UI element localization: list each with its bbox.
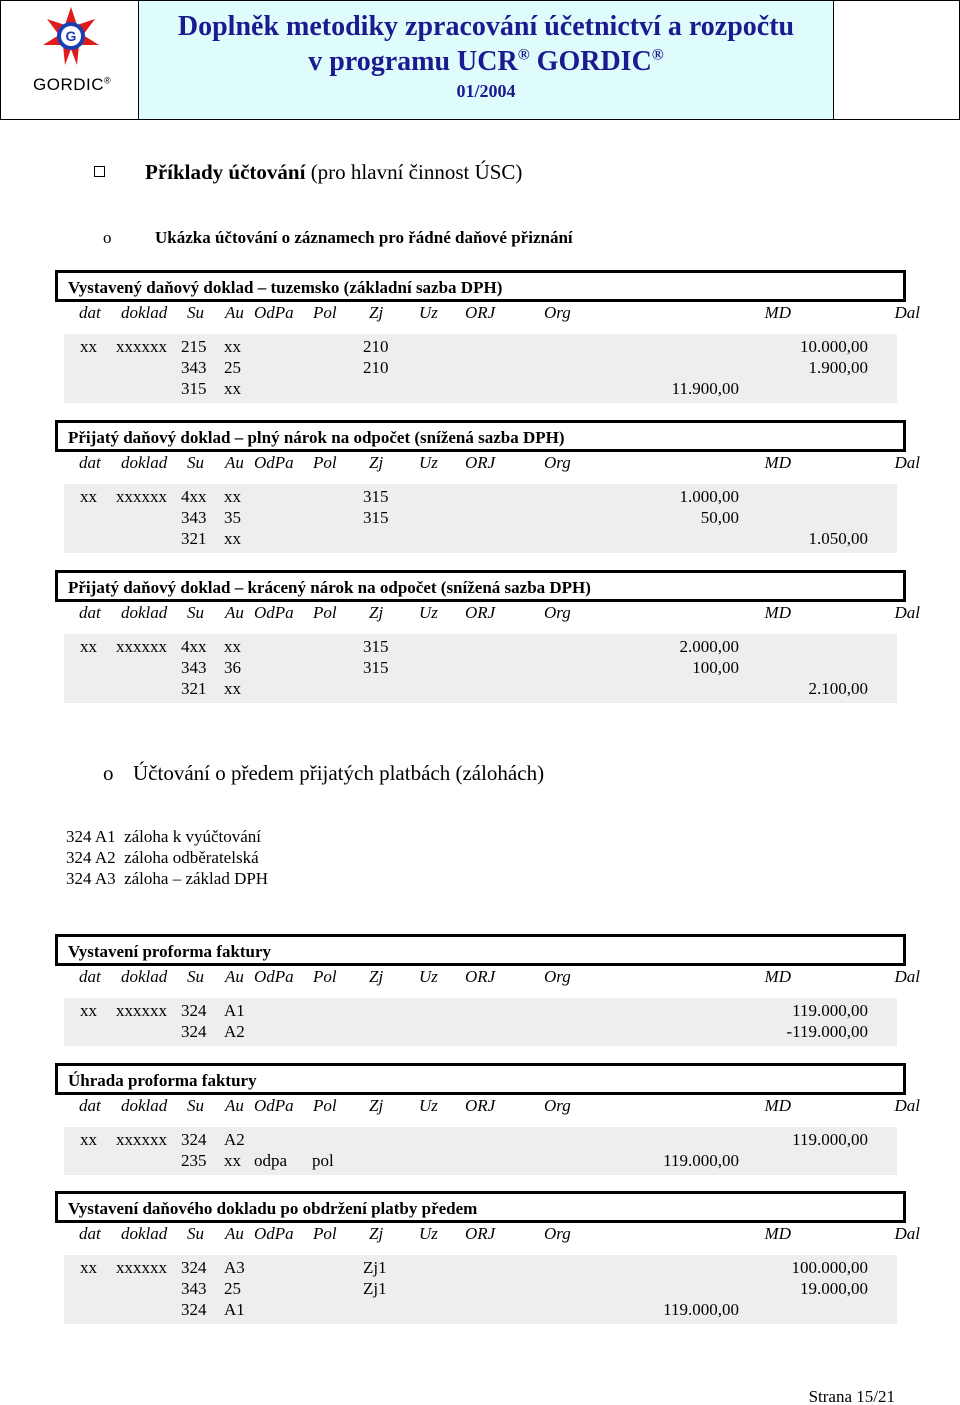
column-header: Su: [187, 1224, 204, 1243]
column-header: Org: [544, 453, 571, 472]
cell-su: 324: [181, 1258, 207, 1277]
page-number: Strana 15/21: [808, 1387, 895, 1405]
block-title: Vystavený daňový doklad – tuzemsko (základní sazba DPH): [55, 270, 906, 302]
cell-su: 4xx: [181, 487, 207, 506]
column-header: doklad: [121, 1096, 168, 1115]
column-header: Zj: [369, 1224, 384, 1243]
cell-dal: 2.100,00: [808, 679, 868, 698]
cell-su: 215: [181, 337, 207, 356]
block-title: Úhrada proforma faktury: [55, 1063, 906, 1095]
column-header: Su: [187, 1096, 204, 1115]
column-header: OdPa: [254, 1224, 294, 1243]
cell-dal: 119.000,00: [792, 1130, 868, 1149]
column-header: Su: [187, 453, 204, 472]
column-header: dat: [79, 303, 101, 322]
cell-su: 343: [181, 508, 207, 527]
column-header: Org: [544, 603, 571, 622]
cell-pol: pol: [312, 1151, 334, 1170]
column-header: MD: [764, 1096, 791, 1115]
column-header: OdPa: [254, 1096, 294, 1115]
column-header: MD: [764, 603, 791, 622]
cell-au: 25: [224, 1279, 241, 1298]
table-row: [64, 1300, 897, 1321]
table-row: [64, 358, 897, 379]
data-table: [64, 1255, 897, 1324]
document-version: 01/2004: [456, 81, 516, 101]
column-header: Dal: [894, 1224, 920, 1243]
column-header: MD: [764, 303, 791, 322]
column-header-row: [55, 603, 920, 625]
cell-md: 2.000,00: [679, 637, 739, 656]
cell-su: 324: [181, 1001, 207, 1020]
table-row: [64, 637, 897, 658]
data-table: [64, 998, 897, 1046]
cell-au: xx: [224, 337, 241, 356]
column-header: Org: [544, 303, 571, 322]
column-header: ORJ: [465, 603, 496, 622]
cell-md: 100,00: [692, 658, 739, 677]
header-empty-cell: [833, 1, 959, 119]
column-header: Org: [544, 967, 571, 986]
logo-letter: G: [65, 28, 77, 44]
bullet: o: [103, 761, 114, 785]
cell-doklad: xxxxxx: [116, 1258, 167, 1277]
column-header: OdPa: [254, 453, 294, 472]
cell-su: 343: [181, 1279, 207, 1298]
cell-zj: 210: [363, 337, 389, 356]
cell-dat: xx: [80, 637, 97, 656]
cell-md: 119.000,00: [663, 1300, 739, 1319]
cell-md: 50,00: [700, 508, 739, 527]
column-header: doklad: [121, 967, 168, 986]
column-header: Dal: [894, 967, 920, 986]
cell-su: 321: [181, 529, 207, 548]
list-item: 324 A3 záloha – základ DPH: [66, 869, 269, 888]
table-row: [64, 1001, 897, 1022]
column-header: ORJ: [465, 453, 496, 472]
column-header: Uz: [419, 1096, 438, 1115]
cell-odpa: odpa: [254, 1151, 288, 1170]
cell-md: 11.900,00: [671, 379, 739, 398]
cell-au: xx: [224, 487, 241, 506]
table-row: [64, 487, 897, 508]
column-header: Su: [187, 967, 204, 986]
column-header-row: [55, 967, 920, 989]
column-header: Dal: [894, 303, 920, 322]
table-row: [64, 658, 897, 679]
document-title: [139, 1, 833, 119]
column-header: dat: [79, 967, 101, 986]
subsection-heading: o Účtování o předem přijatých platbách (zálohách): [103, 761, 545, 785]
cell-su: 4xx: [181, 637, 207, 656]
column-header: Au: [225, 1096, 244, 1115]
column-header: Pol: [313, 303, 337, 322]
column-header: Zj: [369, 603, 384, 622]
table-row: [64, 1022, 897, 1043]
table-row: [64, 1130, 897, 1151]
column-header: Dal: [894, 603, 920, 622]
title-line-2: v programu UCR® GORDIC®: [308, 46, 664, 77]
cell-au: xx: [224, 1151, 241, 1170]
cell-dat: xx: [80, 487, 97, 506]
cell-au: 36: [224, 658, 241, 677]
table-row: [64, 529, 897, 550]
cell-su: 343: [181, 358, 207, 377]
column-header: Org: [544, 1096, 571, 1115]
logo-brand-text: GORDIC®: [33, 75, 112, 94]
column-header: ORJ: [465, 1224, 496, 1243]
column-header: doklad: [121, 453, 168, 472]
block-title: Přijatý daňový doklad – krácený nárok na odpočet (snížená sazba DPH): [55, 570, 906, 602]
table-row: [64, 379, 897, 400]
column-header: OdPa: [254, 303, 294, 322]
gordic-logo-icon: [39, 5, 103, 69]
column-header: MD: [764, 967, 791, 986]
column-header: Su: [187, 603, 204, 622]
column-header: dat: [79, 1096, 101, 1115]
column-header: Pol: [313, 603, 337, 622]
column-header: OdPa: [254, 967, 294, 986]
column-header: Pol: [313, 967, 337, 986]
column-header: Zj: [369, 303, 384, 322]
cell-zj: 315: [363, 658, 389, 677]
column-header: doklad: [121, 1224, 168, 1243]
column-header: Au: [225, 603, 244, 622]
column-header: Zj: [369, 453, 384, 472]
column-header: dat: [79, 1224, 101, 1243]
cell-su: 321: [181, 679, 207, 698]
column-header: Uz: [419, 967, 438, 986]
page-header: [0, 0, 960, 120]
cell-doklad: xxxxxx: [116, 1130, 167, 1149]
cell-dat: xx: [80, 1258, 97, 1277]
column-header: Dal: [894, 1096, 920, 1115]
cell-au: xx: [224, 637, 241, 656]
cell-zj: Zj1: [363, 1279, 387, 1298]
cell-au: A2: [224, 1130, 245, 1149]
column-header: MD: [764, 1224, 791, 1243]
section-heading: Příklady účtování (pro hlavní činnost ÚSC): [94, 160, 522, 185]
title-line-1: Doplněk metodiky zpracování účetnictví a rozpočtu: [177, 11, 795, 42]
column-header: Su: [187, 303, 204, 322]
column-header: Au: [225, 303, 244, 322]
column-header: Pol: [313, 453, 337, 472]
cell-au: A3: [224, 1258, 245, 1277]
cell-su: 324: [181, 1300, 207, 1319]
cell-zj: 210: [363, 358, 389, 377]
cell-md: 1.000,00: [679, 487, 739, 506]
block-title: Vystavení daňového dokladu po obdržení platby předem: [55, 1191, 906, 1223]
data-table: [64, 484, 897, 553]
column-header: Uz: [419, 453, 438, 472]
cell-su: 343: [181, 658, 207, 677]
cell-md: 119.000,00: [663, 1151, 739, 1170]
column-header: Au: [225, 967, 244, 986]
column-header-row: [55, 1096, 920, 1118]
cell-au: 25: [224, 358, 241, 377]
block-title: Přijatý daňový doklad – plný nárok na odpočet (snížená sazba DPH): [55, 420, 906, 452]
cell-dal: 19.000,00: [800, 1279, 868, 1298]
column-header: doklad: [121, 303, 168, 322]
checkbox-bullet-icon: [94, 166, 105, 177]
cell-dal: 100.000,00: [791, 1258, 868, 1277]
column-header: Zj: [369, 967, 384, 986]
cell-dat: xx: [80, 337, 97, 356]
cell-au: A2: [224, 1022, 245, 1041]
column-header: Au: [225, 453, 244, 472]
cell-au: xx: [224, 529, 241, 548]
cell-zj: 315: [363, 508, 389, 527]
cell-zj: 315: [363, 487, 389, 506]
cell-dat: xx: [80, 1130, 97, 1149]
column-header: Pol: [313, 1224, 337, 1243]
cell-au: xx: [224, 379, 241, 398]
block-title: Vystavení proforma faktury: [55, 934, 906, 966]
logo: [1, 1, 139, 119]
cell-dal: 119.000,00: [792, 1001, 868, 1020]
cell-au: xx: [224, 679, 241, 698]
cell-dal: 1.900,00: [808, 358, 868, 377]
table-row: [64, 1258, 897, 1279]
cell-au: A1: [224, 1001, 245, 1020]
column-header: OdPa: [254, 603, 294, 622]
cell-dal: -119.000,00: [786, 1022, 868, 1041]
column-header-row: [55, 453, 920, 475]
data-table: [64, 1127, 897, 1175]
table-row: [64, 337, 897, 358]
cell-dal: 1.050,00: [808, 529, 868, 548]
table-row: [64, 508, 897, 529]
column-header: Uz: [419, 303, 438, 322]
table-row: [64, 1279, 897, 1300]
cell-zj: Zj1: [363, 1258, 387, 1277]
cell-su: 324: [181, 1130, 207, 1149]
column-header: Zj: [369, 1096, 384, 1115]
column-header: ORJ: [465, 1096, 496, 1115]
column-header: Org: [544, 1224, 571, 1243]
column-header: Uz: [419, 1224, 438, 1243]
cell-doklad: xxxxxx: [116, 637, 167, 656]
bullet: o: [103, 228, 112, 247]
column-header: Au: [225, 1224, 244, 1243]
data-table: [64, 634, 897, 703]
cell-au: A1: [224, 1300, 245, 1319]
cell-dat: xx: [80, 1001, 97, 1020]
list-item: 324 A1 záloha k vyúčtování: [66, 827, 261, 846]
table-row: [64, 679, 897, 700]
column-header: Pol: [313, 1096, 337, 1115]
table-row: [64, 1151, 897, 1172]
cell-doklad: xxxxxx: [116, 337, 167, 356]
cell-su: 315: [181, 379, 207, 398]
column-header-row: [55, 303, 920, 325]
column-header: MD: [764, 453, 791, 472]
cell-dal: 10.000,00: [800, 337, 868, 356]
column-header: ORJ: [465, 967, 496, 986]
subsection-heading: o Ukázka účtování o záznamech pro řádné daňové přiznání: [103, 228, 573, 247]
column-header: Dal: [894, 453, 920, 472]
data-table: [64, 334, 897, 403]
cell-zj: 315: [363, 637, 389, 656]
cell-su: 324: [181, 1022, 207, 1041]
cell-au: 35: [224, 508, 241, 527]
column-header: doklad: [121, 603, 168, 622]
column-header: ORJ: [465, 303, 496, 322]
cell-doklad: xxxxxx: [116, 487, 167, 506]
column-header: dat: [79, 603, 101, 622]
column-header: dat: [79, 453, 101, 472]
column-header-row: [55, 1224, 920, 1246]
account-list: [66, 826, 268, 889]
cell-su: 235: [181, 1151, 207, 1170]
column-header: Uz: [419, 603, 438, 622]
list-item: 324 A2 záloha odběratelská: [66, 848, 259, 867]
cell-doklad: xxxxxx: [116, 1001, 167, 1020]
